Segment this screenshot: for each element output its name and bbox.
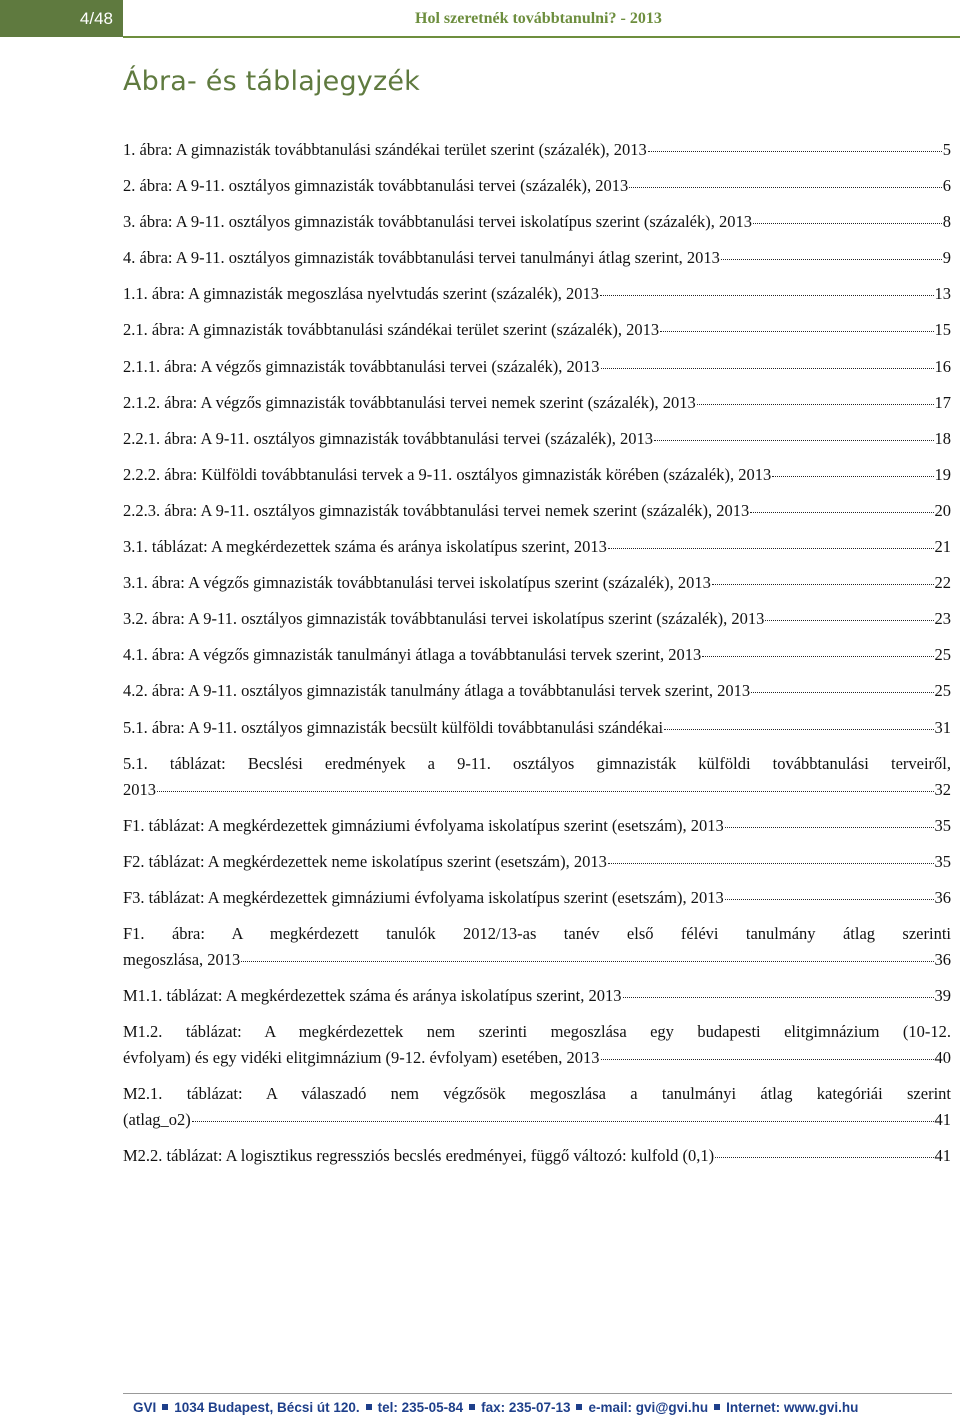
toc-page-number: 21 [934, 537, 951, 557]
dot-leader [750, 512, 933, 513]
dot-leader [157, 791, 934, 792]
toc-page-number: 5 [942, 140, 951, 159]
toc-page-number: 41 [934, 1145, 951, 1165]
toc-page-number: 25 [934, 681, 951, 701]
toc-entry-text: megoszlása, 2013 [123, 949, 241, 969]
toc-entry-text: 5.1. táblázat: Becslési eredmények a 9-11. osztályos gimnazisták külföldi továbbtanulási terveiről, [123, 753, 951, 773]
dot-leader [629, 187, 942, 188]
header-divider [123, 36, 960, 38]
dot-leader [715, 1157, 933, 1158]
toc-entry-text: 3.1. ábra: A végzős gimnazisták továbbtanulási tervei iskolatípus szerint (százalék), 2013 [123, 573, 711, 593]
toc-entry[interactable] [123, 673, 951, 709]
bullet-icon [714, 1404, 720, 1410]
toc-entry[interactable] [123, 565, 951, 601]
toc-entry[interactable] [123, 421, 951, 457]
toc-entry[interactable] [123, 132, 951, 168]
toc-entry[interactable] [123, 385, 951, 421]
toc-page-number: 20 [934, 500, 951, 520]
page-header [0, 0, 960, 37]
toc-page-number: 22 [934, 573, 951, 593]
dot-leader [712, 584, 934, 585]
figure-table-list [123, 132, 951, 1174]
dot-leader [600, 295, 933, 296]
toc-entry-text: 2.1. ábra: A gimnazisták továbbtanulási szándékai terület szerint (százalék), 2013 [123, 320, 660, 340]
toc-entry-text: F1. táblázat: A megkérdezettek gimnáziumi évfolyama iskolatípus szerint (esetszám), 2013 [123, 815, 724, 835]
toc-entry-text: 2.2.3. ábra: A 9-11. osztályos gimnazisták továbbtanulási tervei nemek szerint (százalék), 2013 [123, 500, 750, 520]
toc-page-number: 35 [934, 815, 951, 835]
toc-page-number: 15 [934, 320, 951, 340]
dot-leader [608, 863, 934, 864]
toc-entry-text: évfolyam) és egy vidéki elitgimnázium (9-12. évfolyam) esetében, 2013 [123, 1047, 600, 1067]
toc-entry-text: (atlag_o2) [123, 1109, 191, 1129]
page-number: 4/48 [0, 0, 123, 37]
toc-entry[interactable] [123, 978, 951, 1014]
toc-entry[interactable] [123, 204, 951, 240]
dot-leader [751, 692, 933, 693]
toc-page-number: 13 [934, 284, 951, 304]
toc-entry[interactable] [123, 601, 951, 637]
toc-page-number: 19 [934, 464, 951, 484]
dot-leader [654, 440, 934, 441]
footer-internet[interactable]: Internet: www.gvi.hu [726, 1400, 859, 1415]
toc-entry[interactable] [123, 312, 951, 348]
toc-entry[interactable] [123, 1014, 951, 1076]
dot-leader [623, 997, 934, 998]
toc-entry-text: 2.2.1. ábra: A 9-11. osztályos gimnazisták továbbtanulási tervei (százalék), 2013 [123, 428, 653, 448]
toc-entry-text: 2.1.1. ábra: A végzős gimnazisták továbbtanulási tervei (százalék), 2013 [123, 356, 600, 376]
toc-entry-text: F2. táblázat: A megkérdezettek neme iskolatípus szerint (esetszám), 2013 [123, 851, 607, 871]
toc-entry[interactable] [123, 880, 951, 916]
toc-entry[interactable] [123, 1076, 951, 1138]
toc-entry[interactable] [123, 349, 951, 385]
toc-entry-text: 3.1. táblázat: A megkérdezettek száma és aránya iskolatípus szerint, 2013 [123, 537, 607, 557]
toc-entry-text: 2. ábra: A 9-11. osztályos gimnazisták továbbtanulási tervei (százalék), 2013 [123, 176, 629, 196]
footer-fax: fax: 235-07-13 [481, 1400, 571, 1415]
footer-address: 1034 Budapest, Bécsi út 120. [174, 1400, 360, 1415]
dot-leader [697, 404, 934, 405]
toc-page-number: 18 [934, 428, 951, 448]
dot-leader [648, 151, 942, 152]
toc-entry-text: F3. táblázat: A megkérdezettek gimnáziumi évfolyama iskolatípus szerint (esetszám), 2013 [123, 887, 724, 907]
toc-entry-text: M1.2. táblázat: A megkérdezettek nem szerinti megoszlása egy budapesti elitgimnázium (10-12. [123, 1021, 951, 1041]
toc-entry-text: M2.1. táblázat: A válaszadó nem végzősök megoszlása a tanulmányi átlag kategóriái szerint [123, 1083, 951, 1103]
toc-page-number: 23 [934, 609, 951, 629]
dot-leader [725, 899, 934, 900]
bullet-icon [576, 1404, 582, 1410]
toc-entry[interactable] [123, 457, 951, 493]
toc-entry-text: 2.1.2. ábra: A végzős gimnazisták továbbtanulási tervei nemek szerint (százalék), 2013 [123, 392, 696, 412]
dot-leader [725, 827, 934, 828]
toc-entry[interactable] [123, 529, 951, 565]
toc-page-number: 36 [934, 949, 951, 969]
toc-entry[interactable] [123, 240, 951, 276]
toc-entry[interactable] [123, 710, 951, 746]
dot-leader [721, 259, 942, 260]
footer-email[interactable]: e-mail: gvi@gvi.hu [588, 1400, 709, 1415]
toc-entry-text: 2013 [123, 779, 156, 799]
toc-page-number: 39 [934, 985, 951, 1005]
dot-leader [702, 656, 933, 657]
dot-leader [765, 620, 933, 621]
dot-leader [241, 961, 933, 962]
toc-page-number: 8 [942, 212, 951, 232]
document-title: Hol szeretnék továbbtanulni? - 2013 [415, 10, 662, 27]
section-title: Ábra- és táblajegyzék [123, 66, 421, 97]
bullet-icon [469, 1404, 475, 1410]
toc-entry-text: 1. ábra: A gimnazisták továbbtanulási szándékai terület szerint (százalék), 2013 [123, 140, 647, 159]
toc-entry-text: 1.1. ábra: A gimnazisták megoszlása nyelvtudás szerint (százalék), 2013 [123, 284, 600, 304]
toc-entry-text: 4.1. ábra: A végzős gimnazisták tanulmányi átlaga a továbbtanulási tervek szerint, 2013 [123, 645, 702, 665]
toc-page-number: 31 [934, 717, 951, 737]
bullet-icon [366, 1404, 372, 1410]
toc-page-number: 9 [942, 248, 951, 268]
toc-entry[interactable] [123, 168, 951, 204]
toc-entry-text: 4.2. ábra: A 9-11. osztályos gimnazisták tanulmány átlaga a továbbtanulási tervek szerint, 2013 [123, 681, 751, 701]
toc-page-number: 41 [934, 1109, 951, 1129]
toc-page-number: 17 [934, 392, 951, 412]
dot-leader [601, 1059, 934, 1060]
footer-org: GVI [133, 1400, 157, 1415]
toc-page-number: 16 [934, 356, 951, 376]
toc-page-number: 40 [934, 1047, 951, 1067]
dot-leader [192, 1121, 934, 1122]
toc-entry-text: F1. ábra: A megkérdezett tanulók 2012/13-as tanév első félévi tanulmány átlag szerinti [123, 923, 951, 943]
footer-tel: tel: 235-05-84 [377, 1400, 464, 1415]
dot-leader [608, 548, 934, 549]
toc-entry-text: 3.2. ábra: A 9-11. osztályos gimnazisták továbbtanulási tervei iskolatípus szerint (százalék), 2013 [123, 609, 765, 629]
footer-divider [123, 1393, 952, 1394]
toc-page-number: 35 [934, 851, 951, 871]
bullet-icon [162, 1404, 168, 1410]
toc-entry[interactable] [123, 844, 951, 880]
toc-page-number: 32 [934, 779, 951, 799]
toc-entry[interactable] [123, 276, 951, 312]
toc-entry-text: 4. ábra: A 9-11. osztályos gimnazisták továbbtanulási tervei tanulmányi átlag szerint, 2013 [123, 248, 720, 268]
toc-page-number: 6 [942, 176, 951, 196]
toc-page-number: 36 [934, 887, 951, 907]
dot-leader [772, 476, 933, 477]
dot-leader [660, 331, 933, 332]
toc-entry[interactable] [123, 1138, 951, 1174]
toc-entry[interactable] [123, 637, 951, 673]
toc-entry-text: 5.1. ábra: A 9-11. osztályos gimnazisták becsült külföldi továbbtanulási szándékai [123, 717, 664, 737]
toc-entry[interactable] [123, 916, 951, 978]
toc-entry[interactable] [123, 493, 951, 529]
dot-leader [601, 368, 934, 369]
page-footer [133, 1400, 953, 1415]
toc-entry[interactable] [123, 808, 951, 844]
toc-entry[interactable] [123, 746, 951, 808]
toc-entry-text: 2.2.2. ábra: Külföldi továbbtanulási tervek a 9-11. osztályos gimnazisták körében (százalék), 2013 [123, 464, 772, 484]
toc-page-number: 25 [934, 645, 951, 665]
dot-leader [664, 729, 933, 730]
toc-entry-text: M1.1. táblázat: A megkérdezettek száma és aránya iskolatípus szerint, 2013 [123, 985, 622, 1005]
toc-entry-text: M2.2. táblázat: A logisztikus regressziós becslés eredményei, függő változó: kulfold (0,1) [123, 1145, 715, 1165]
toc-entry-text: 3. ábra: A 9-11. osztályos gimnazisták továbbtanulási tervei iskolatípus szerint (százalék), 2013 [123, 212, 752, 232]
dot-leader [753, 223, 942, 224]
